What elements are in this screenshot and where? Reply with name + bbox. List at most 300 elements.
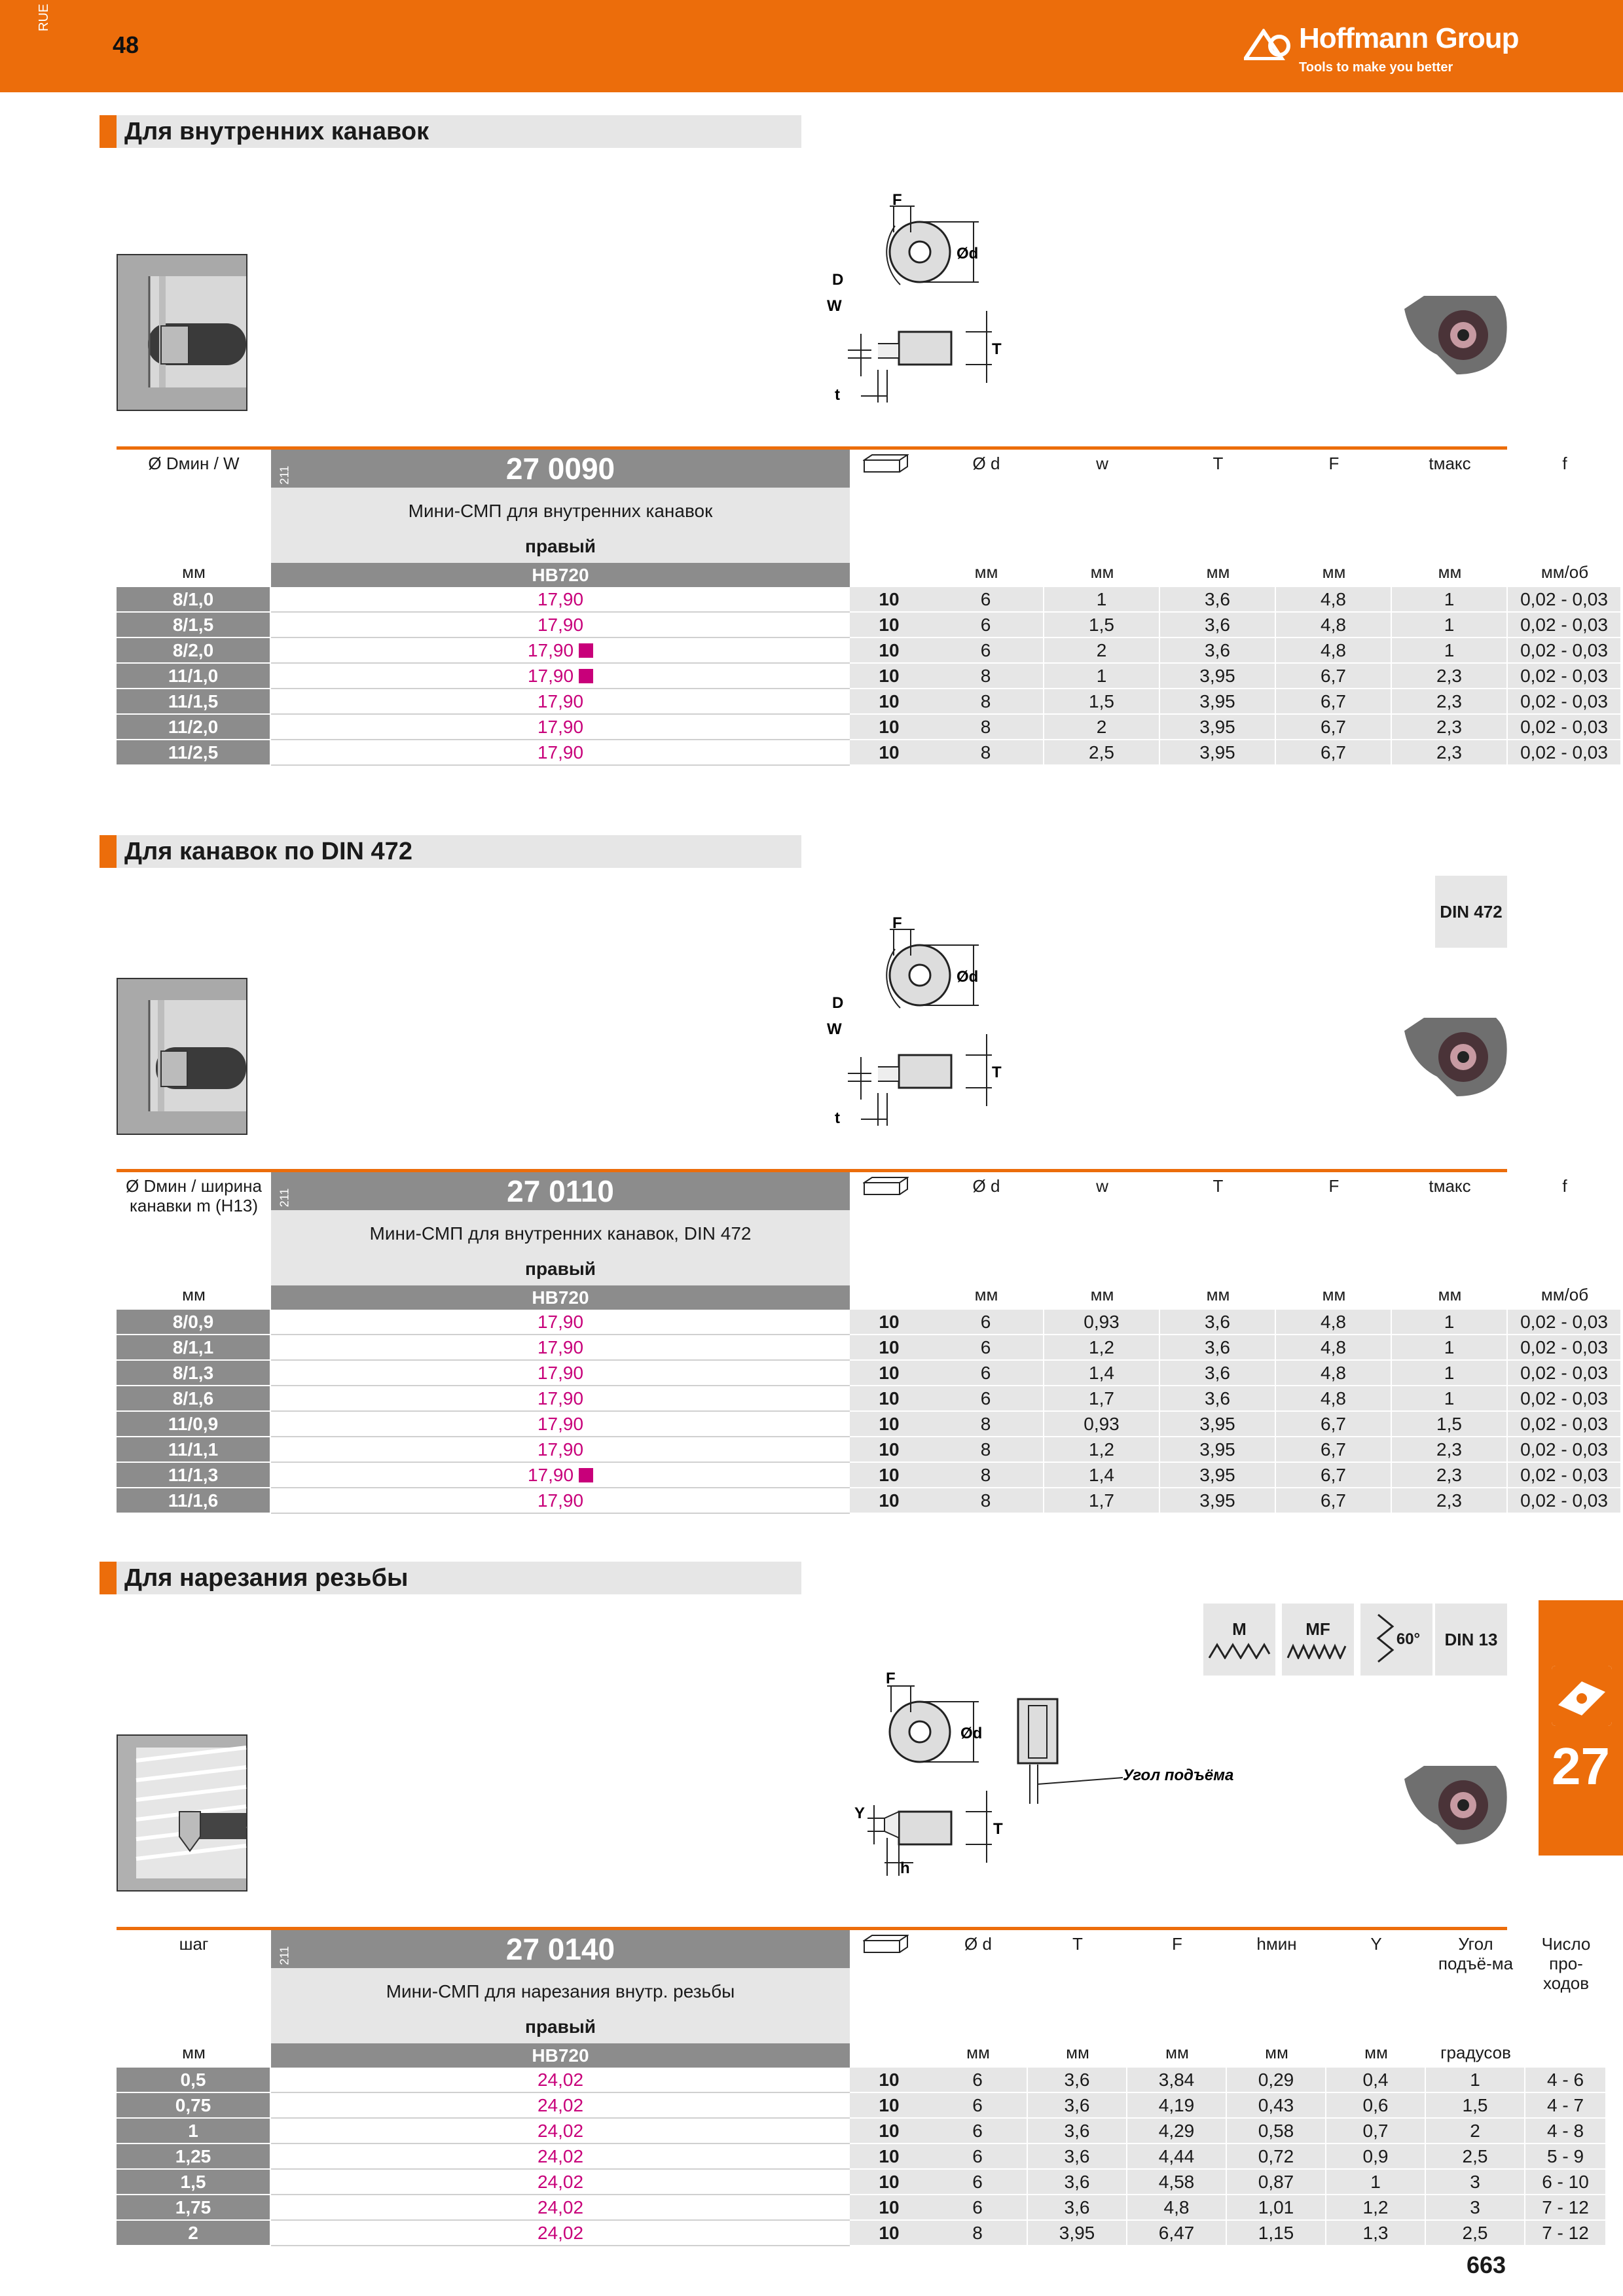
value-cell: 1,7 <box>1044 1386 1160 1412</box>
value-cell: 6 <box>928 1386 1044 1412</box>
value-cell: 4,19 <box>1127 2093 1227 2119</box>
value-cell: 2,3 <box>1392 1463 1508 1488</box>
thread-fine-profile-icon <box>1286 1642 1349 1659</box>
chapter-number: 27 <box>1552 1737 1610 1795</box>
pack-qty-cell: 10 <box>850 1437 928 1463</box>
value-cell: 0,02 - 0,03 <box>1508 638 1622 664</box>
value-cell: 1,5 <box>1044 689 1160 715</box>
package-icon <box>863 454 909 473</box>
value-cell: 1,2 <box>1044 1437 1160 1463</box>
row-key-cell: 11/1,1 <box>117 1437 271 1463</box>
row-key-cell: 11/1,6 <box>117 1488 271 1514</box>
label-W-2: W <box>827 1020 842 1038</box>
value-cell: 6,7 <box>1276 1437 1392 1463</box>
pack-qty-cell: 10 <box>850 1488 928 1514</box>
row-key-cell: 11/2,0 <box>117 715 271 740</box>
pack-qty-cell: 10 <box>850 2068 928 2093</box>
value-cell: 3,95 <box>1160 1412 1276 1437</box>
insert-dimension-drawing-2 <box>822 910 1051 1132</box>
value-cell: 3,95 <box>1028 2221 1127 2246</box>
label-F-2: F <box>892 914 902 932</box>
table-body-270140 <box>117 2068 1589 2246</box>
value-cell: 4,8 <box>1276 613 1392 638</box>
value-cell: 2,3 <box>1392 689 1508 715</box>
insert-product-image-2 <box>1398 1005 1512 1103</box>
din13-badge: DIN 13 <box>1435 1604 1507 1676</box>
price-cell <box>271 664 850 689</box>
value-cell: 3,6 <box>1028 2068 1127 2093</box>
value-cell: 0,02 - 0,03 <box>1508 1488 1622 1514</box>
value-cell: 2 <box>1044 715 1160 740</box>
thread-angle-badge: 60° <box>1360 1604 1432 1676</box>
application-photo-din472 <box>117 978 247 1135</box>
value-cell: 4 - 8 <box>1525 2119 1607 2144</box>
table-row <box>117 638 1608 664</box>
label-W: W <box>827 297 842 315</box>
price-value: 17,90 <box>537 742 584 762</box>
row-key-cell: 8/1,6 <box>117 1386 271 1412</box>
value-cell: 3,6 <box>1028 2195 1127 2221</box>
value-cell: 0,93 <box>1044 1310 1160 1335</box>
value-cell: 6 <box>928 2144 1028 2170</box>
value-cell: 7 - 12 <box>1525 2221 1607 2246</box>
value-cell: 6,7 <box>1276 1463 1392 1488</box>
price-cell <box>271 689 850 715</box>
article-number: 211 27 0090 <box>271 450 850 488</box>
row-key-cell: 1,25 <box>117 2144 271 2170</box>
price-value: 17,90 <box>537 1337 584 1357</box>
col-header-Y: Y мм <box>1364 1934 1388 2062</box>
pack-qty-cell: 10 <box>850 1412 928 1437</box>
col-header-T: T мм <box>1206 1176 1230 1304</box>
value-cell: 1,4 <box>1044 1463 1160 1488</box>
price-cell <box>271 1488 850 1514</box>
label-Y: Y <box>854 1804 866 1822</box>
row-key-cell: 11/1,5 <box>117 689 271 715</box>
value-cell: 6,7 <box>1276 664 1392 689</box>
value-cell: 1,5 <box>1392 1412 1508 1437</box>
value-cell: 2 <box>1426 2119 1525 2144</box>
row-key-cell: 11/0,9 <box>117 1412 271 1437</box>
insert-product-image-3 <box>1398 1753 1512 1851</box>
pack-qty-cell: 10 <box>850 1463 928 1488</box>
price-value: 17,90 <box>527 640 574 660</box>
value-cell: 6,7 <box>1276 740 1392 766</box>
label-d-3: Ød <box>960 1725 983 1742</box>
article-number: 211 27 0110 <box>271 1172 850 1210</box>
value-cell: 3,6 <box>1160 587 1276 613</box>
table-body-270090 <box>117 587 1608 766</box>
price-cell <box>271 587 850 613</box>
col-header-extra-5: f мм/об <box>1541 1176 1589 1304</box>
value-cell: 6 <box>928 2195 1028 2221</box>
price-value: 17,90 <box>537 1490 584 1511</box>
value-cell: 8 <box>928 715 1044 740</box>
value-cell: 4,8 <box>1276 638 1392 664</box>
logo-name: Hoffmann Group <box>1299 22 1519 54</box>
thread-M-badge: M <box>1203 1604 1275 1676</box>
value-cell: 1 <box>1044 664 1160 689</box>
value-cell: 2,3 <box>1392 1488 1508 1514</box>
chapter-tab[interactable] <box>1539 1600 1623 1856</box>
col-header-d: Ø d мм <box>964 1934 992 2062</box>
value-cell: 2,3 <box>1392 1437 1508 1463</box>
price-cell <box>271 2170 850 2195</box>
value-cell: 8 <box>928 1463 1044 1488</box>
table-row <box>117 2221 1589 2246</box>
value-cell: 1 <box>1044 587 1160 613</box>
value-cell: 0,02 - 0,03 <box>1508 740 1622 766</box>
label-T-2: T <box>992 1064 1002 1081</box>
value-cell: 6 <box>928 1335 1044 1361</box>
pack-qty-cell: 10 <box>850 1335 928 1361</box>
table-row <box>117 2170 1589 2195</box>
pack-qty-cell: 10 <box>850 715 928 740</box>
din472-badge: DIN 472 <box>1435 876 1507 948</box>
table-270140 <box>117 1927 1591 2246</box>
price-value: 17,90 <box>537 717 584 737</box>
table-row <box>117 1335 1608 1361</box>
pack-qty-cell: 10 <box>850 2144 928 2170</box>
insert-dimension-drawing-3 <box>822 1666 1234 1889</box>
pack-qty-cell: 10 <box>850 689 928 715</box>
table-row <box>117 2093 1584 2119</box>
product-description: Мини-СМП для внутренних канавок правый <box>271 488 850 563</box>
price-value: 24,02 <box>537 2070 584 2090</box>
col-header-F: F мм <box>1322 454 1346 582</box>
value-cell: 1 <box>1426 2068 1525 2093</box>
stock-marker-icon <box>579 643 593 658</box>
pack-qty-cell: 10 <box>850 587 928 613</box>
table-270110 <box>117 1169 1608 1514</box>
value-cell: 3,95 <box>1160 664 1276 689</box>
pack-qty-cell: 10 <box>850 1310 928 1335</box>
value-cell: 1 <box>1392 613 1508 638</box>
value-cell: 3,6 <box>1028 2144 1127 2170</box>
value-cell: 4,8 <box>1127 2195 1227 2221</box>
value-cell: 0,93 <box>1044 1412 1160 1437</box>
value-cell: 6,7 <box>1276 1488 1392 1514</box>
value-cell: 6,7 <box>1276 1412 1392 1437</box>
thread-angle-icon <box>1373 1612 1396 1671</box>
product-description: Мини-СМП для внутренних канавок, DIN 472 правый <box>271 1210 850 1285</box>
grade-label: HB720 <box>271 2043 850 2068</box>
insert-dimension-drawing-1 <box>822 187 1051 409</box>
table-body-270110 <box>117 1310 1608 1514</box>
table-row <box>117 587 1608 613</box>
price-value: 24,02 <box>537 2146 584 2166</box>
price-value: 24,02 <box>537 2223 584 2243</box>
top-bar <box>0 0 1623 92</box>
value-cell: 2,5 <box>1044 740 1160 766</box>
application-photo-threading <box>117 1734 247 1892</box>
pack-qty-cell: 10 <box>850 1386 928 1412</box>
table-row <box>117 2195 1589 2221</box>
value-cell: 8 <box>928 689 1044 715</box>
value-cell: 6 <box>928 2119 1028 2144</box>
value-cell: 8 <box>928 1488 1044 1514</box>
value-cell: 1,15 <box>1227 2221 1326 2246</box>
pack-qty-cell: 10 <box>850 740 928 766</box>
row-key-cell: 11/1,3 <box>117 1463 271 1488</box>
price-value: 17,90 <box>537 1414 584 1434</box>
value-cell: 1,7 <box>1044 1488 1160 1514</box>
value-cell: 1 <box>1392 1335 1508 1361</box>
pack-qty-cell: 10 <box>850 664 928 689</box>
price-value: 24,02 <box>537 2197 584 2217</box>
price-value: 17,90 <box>537 1439 584 1460</box>
thread-profile-icon <box>1208 1642 1271 1659</box>
value-cell: 0,02 - 0,03 <box>1508 1437 1622 1463</box>
price-cell <box>271 1361 850 1386</box>
table-row <box>117 715 1608 740</box>
price-cell <box>271 1310 850 1335</box>
section-title-threading: Для нарезания резьбы <box>100 1562 801 1594</box>
company-logo <box>1244 22 1519 81</box>
table-row <box>117 2144 1584 2170</box>
value-cell: 6 <box>928 2093 1028 2119</box>
value-cell: 4 - 7 <box>1525 2093 1607 2119</box>
value-cell: 4,44 <box>1127 2144 1227 2170</box>
label-D: D <box>832 271 844 289</box>
price-value: 17,90 <box>537 1363 584 1383</box>
price-value: 17,90 <box>527 666 574 686</box>
value-cell: 3,6 <box>1160 1310 1276 1335</box>
col-header-d: Ø d мм <box>972 1176 1000 1304</box>
price-cell <box>271 2144 850 2170</box>
price-value: 24,02 <box>537 2121 584 2141</box>
language-code: RUE <box>37 3 51 31</box>
value-cell: 4,8 <box>1276 1361 1392 1386</box>
value-cell: 0,02 - 0,03 <box>1508 715 1622 740</box>
value-cell: 0,9 <box>1326 2144 1426 2170</box>
label-F: F <box>892 191 902 209</box>
value-cell: 1 <box>1392 1310 1508 1335</box>
label-t-2: t <box>835 1109 840 1127</box>
row-key-cell: 8/1,0 <box>117 587 271 613</box>
value-cell: 4,8 <box>1276 1335 1392 1361</box>
label-T-3: T <box>993 1820 1003 1838</box>
price-cell <box>271 2119 850 2144</box>
value-cell: 3,95 <box>1160 715 1276 740</box>
value-cell: 3,6 <box>1028 2170 1127 2195</box>
value-cell: 0,02 - 0,03 <box>1508 1412 1622 1437</box>
value-cell: 6 <box>928 1310 1044 1335</box>
value-cell: 1 <box>1392 638 1508 664</box>
value-cell: 0,02 - 0,03 <box>1508 613 1622 638</box>
table-row <box>117 2119 1584 2144</box>
label-T: T <box>992 340 1002 358</box>
price-cell <box>271 2093 850 2119</box>
value-cell: 1 <box>1392 1361 1508 1386</box>
value-cell: 0,02 - 0,03 <box>1508 1463 1622 1488</box>
grade-label: HB720 <box>271 1285 850 1310</box>
row-key-cell: 11/2,5 <box>117 740 271 766</box>
value-cell: 0,87 <box>1227 2170 1326 2195</box>
price-value: 17,90 <box>527 1465 574 1485</box>
row-key-cell: 1,75 <box>117 2195 271 2221</box>
value-cell: 6 <box>928 2170 1028 2195</box>
price-value: 17,90 <box>537 1312 584 1332</box>
value-cell: 3,6 <box>1160 638 1276 664</box>
label-d: Ød <box>957 245 979 262</box>
value-cell: 3 <box>1426 2170 1525 2195</box>
value-cell: 2,5 <box>1426 2221 1525 2246</box>
table-row <box>117 1463 1608 1488</box>
row-key-cell: 8/1,5 <box>117 613 271 638</box>
col-header-d: Ø d мм <box>972 454 1000 582</box>
value-cell: 1,2 <box>1326 2195 1426 2221</box>
value-cell: 5 - 9 <box>1525 2144 1607 2170</box>
row-key-cell: 2 <box>117 2221 271 2246</box>
table-row <box>117 740 1608 766</box>
row-key-cell: 8/1,3 <box>117 1361 271 1386</box>
price-cell <box>271 613 850 638</box>
value-cell: 0,58 <box>1227 2119 1326 2144</box>
value-cell: 7 - 12 <box>1525 2195 1607 2221</box>
package-icon <box>863 1176 909 1196</box>
stock-marker-icon <box>579 1468 593 1482</box>
value-cell: 1 <box>1392 1386 1508 1412</box>
value-cell: 2,3 <box>1392 715 1508 740</box>
price-value: 17,90 <box>537 1388 584 1408</box>
value-cell: 3,6 <box>1160 1361 1276 1386</box>
row-key-cell: 8/1,1 <box>117 1335 271 1361</box>
value-cell: 6,7 <box>1276 689 1392 715</box>
grade-label: HB720 <box>271 563 850 587</box>
value-cell: 4,8 <box>1276 1386 1392 1412</box>
insert-product-image-1 <box>1398 283 1512 381</box>
label-D-2: D <box>832 994 844 1012</box>
label-lead-angle: Угол подъёма <box>1123 1767 1234 1784</box>
col-header-T: T мм <box>1066 1934 1089 2062</box>
col-header-hmin: hмин мм <box>1256 1934 1297 2062</box>
value-cell: 3,95 <box>1160 740 1276 766</box>
row-key-cell: 8/2,0 <box>117 638 271 664</box>
price-value: 17,90 <box>537 691 584 711</box>
value-cell: 3,95 <box>1160 1437 1276 1463</box>
price-value: 24,02 <box>537 2172 584 2192</box>
value-cell: 3,95 <box>1160 689 1276 715</box>
col-header-extra-6: Число про-ходов <box>1541 1934 1591 1993</box>
value-cell: 0,02 - 0,03 <box>1508 1386 1622 1412</box>
logo-tagline: Tools to make you better <box>1299 60 1453 75</box>
label-F-3: F <box>886 1670 896 1687</box>
col-header-T: T мм <box>1206 454 1230 582</box>
value-cell: 0,02 - 0,03 <box>1508 1310 1622 1335</box>
row-key-cell: 1 <box>117 2119 271 2144</box>
table-row <box>117 2068 1584 2093</box>
col-header-F: F мм <box>1165 1934 1189 2062</box>
table-row <box>117 1412 1608 1437</box>
value-cell: 6 <box>928 587 1044 613</box>
value-cell: 8 <box>928 740 1044 766</box>
value-cell: 4,58 <box>1127 2170 1227 2195</box>
col-header-key: шаг мм <box>179 1934 209 2062</box>
value-cell: 3,6 <box>1160 1335 1276 1361</box>
table-row <box>117 1386 1608 1412</box>
value-cell: 1,3 <box>1326 2221 1426 2246</box>
value-cell: 3,84 <box>1127 2068 1227 2093</box>
col-header-w: w мм <box>1090 1176 1114 1304</box>
value-cell: 1,5 <box>1426 2093 1525 2119</box>
row-key-cell: 8/0,9 <box>117 1310 271 1335</box>
col-header-w: w мм <box>1090 454 1114 582</box>
col-header-F: F мм <box>1322 1176 1346 1304</box>
package-icon <box>863 1934 909 1954</box>
value-cell: 8 <box>928 1412 1044 1437</box>
table-270090 <box>117 446 1608 766</box>
price-cell <box>271 1386 850 1412</box>
pack-qty-cell: 10 <box>850 2119 928 2144</box>
value-cell: 0,02 - 0,03 <box>1508 587 1622 613</box>
value-cell: 0,72 <box>1227 2144 1326 2170</box>
page-number-left: 48 <box>113 31 139 58</box>
value-cell: 8 <box>928 664 1044 689</box>
pack-qty-cell: 10 <box>850 2195 928 2221</box>
value-cell: 6 - 10 <box>1525 2170 1607 2195</box>
col-header-key: Ø Dмин / ширина канавки m (H13) мм <box>126 1176 262 1304</box>
value-cell: 8 <box>928 2221 1028 2246</box>
value-cell: 0,02 - 0,03 <box>1508 1361 1622 1386</box>
value-cell: 1,4 <box>1044 1361 1160 1386</box>
value-cell: 6,47 <box>1127 2221 1227 2246</box>
row-key-cell: 1,5 <box>117 2170 271 2195</box>
price-cell <box>271 1335 850 1361</box>
price-cell <box>271 1437 850 1463</box>
price-value: 17,90 <box>537 615 584 635</box>
col-header-tmax: tмакс мм <box>1429 454 1471 582</box>
value-cell: 8 <box>928 1437 1044 1463</box>
thread-MF-badge: MF <box>1282 1604 1354 1676</box>
logo-mark-icon <box>1244 29 1294 60</box>
table-row <box>117 664 1608 689</box>
label-t: t <box>835 386 840 404</box>
pack-qty-cell: 10 <box>850 638 928 664</box>
value-cell: 4,8 <box>1276 1310 1392 1335</box>
price-cell <box>271 2068 850 2093</box>
value-cell: 4 - 6 <box>1525 2068 1607 2093</box>
value-cell: 3,6 <box>1028 2093 1127 2119</box>
value-cell: 1 <box>1326 2170 1426 2195</box>
value-cell: 0,6 <box>1326 2093 1426 2119</box>
value-cell: 4,8 <box>1276 587 1392 613</box>
table-row <box>117 1488 1608 1514</box>
price-cell <box>271 2221 850 2246</box>
pack-qty-cell: 10 <box>850 1361 928 1386</box>
value-cell: 0,29 <box>1227 2068 1326 2093</box>
stock-marker-icon <box>579 669 593 683</box>
value-cell: 0,02 - 0,03 <box>1508 664 1622 689</box>
label-d-2: Ød <box>957 968 979 986</box>
value-cell: 2 <box>1044 638 1160 664</box>
article-number: 211 27 0140 <box>271 1930 850 1968</box>
table-row <box>117 1361 1608 1386</box>
value-cell: 3 <box>1426 2195 1525 2221</box>
value-cell: 6 <box>928 638 1044 664</box>
value-cell: 4,29 <box>1127 2119 1227 2144</box>
value-cell: 6,7 <box>1276 715 1392 740</box>
pack-qty-cell: 10 <box>850 2221 928 2246</box>
value-cell: 3,95 <box>1160 1463 1276 1488</box>
price-cell <box>271 1463 850 1488</box>
table-row <box>117 689 1608 715</box>
price-cell <box>271 740 850 766</box>
price-value: 24,02 <box>537 2095 584 2115</box>
value-cell: 6 <box>928 613 1044 638</box>
value-cell: 1,5 <box>1044 613 1160 638</box>
value-cell: 1,2 <box>1044 1335 1160 1361</box>
